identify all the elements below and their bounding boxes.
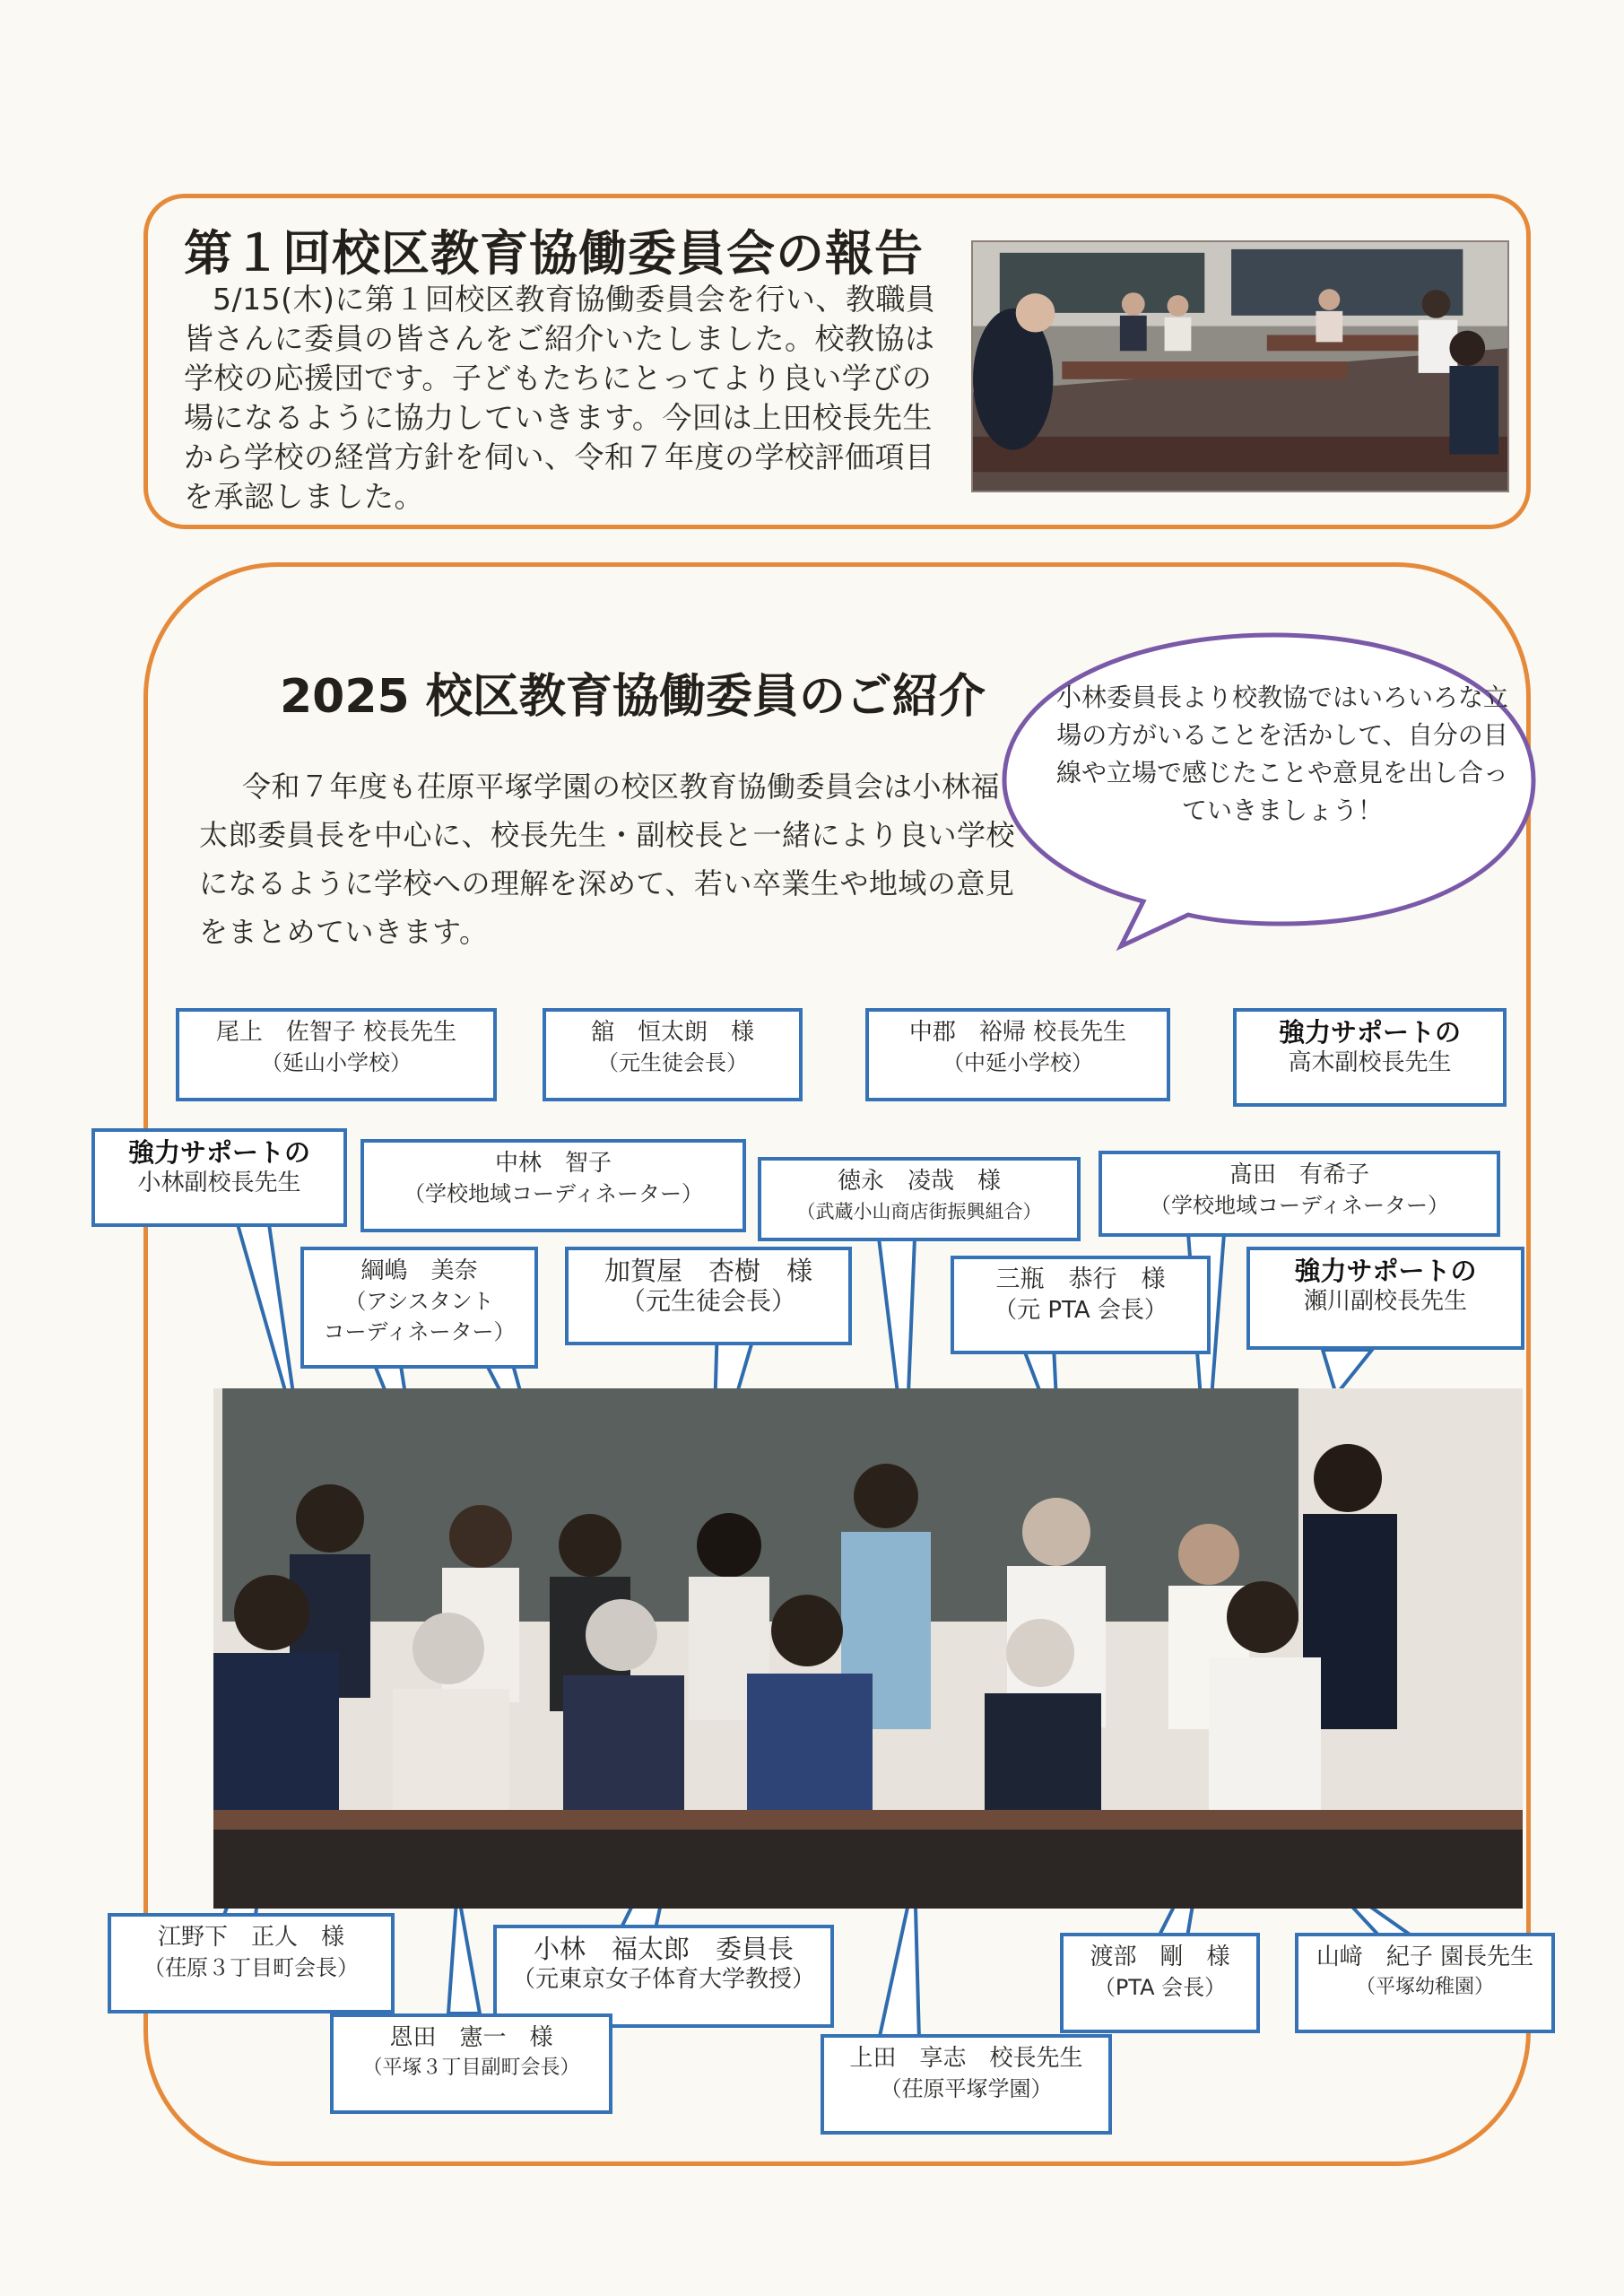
label-onoue-name: 尾上 佐智子 校長先生 <box>215 1019 457 1046</box>
label-tokunaga <box>758 1157 1081 1241</box>
label-kobayashi-vp <box>91 1128 347 1227</box>
label-tokunaga-role: （武蔵小山商店街振興組合） <box>796 1201 1042 1222</box>
label-kobayashi <box>493 1925 834 2028</box>
label-nakagori-role: （中延小学校） <box>942 1050 1093 1075</box>
label-takagi-name: 高木副校長先生 <box>1288 1049 1452 1076</box>
label-mikame-role: （元 PTA 会長） <box>994 1297 1168 1324</box>
label-nakabayashi-role: （学校地域コーディネーター） <box>403 1181 704 1206</box>
label-takagi-support: 強力サポートの <box>1278 1017 1461 1048</box>
label-ueda-role: （茌原平塚学園） <box>880 2076 1053 2101</box>
label-tsunashima <box>300 1247 538 1369</box>
label-onda-role: （平塚３丁目副町会長） <box>362 2057 580 2079</box>
report-paragraph: 5/15(木)に第１回校区教育協働委員会を行い、教職員皆さんに委員の皆さんをご紹介いたしました。校教協は学校の応援団です。子どもたちにとってより良い学びの場になるように協力していきます。今回は上田校長先生から学校の経営方針を伺い、令和７年度の学校評価項目を承認しました。 <box>184 282 936 514</box>
label-kobayashi-role: （元東京女子体育大学教授） <box>511 1966 815 1993</box>
label-segawa-support: 強力サポートの <box>1294 1256 1477 1286</box>
label-nakagori-name: 中郡 裕帰 校長先生 <box>908 1019 1127 1046</box>
label-yamazaki-name: 山﨑 紀子 園長先生 <box>1316 1944 1534 1970</box>
label-onda-name: 恩田 憲一 様 <box>389 2024 553 2051</box>
group-photo <box>213 1388 1523 1909</box>
label-kagaya-name: 加賀屋 杏樹 様 <box>604 1256 812 1286</box>
label-nakabayashi <box>360 1139 746 1232</box>
label-watabe-name: 渡部 剛 様 <box>1090 1944 1230 1970</box>
label-onoue <box>176 1008 497 1101</box>
label-watabe-role: （PTA 会長） <box>1093 1975 1227 2000</box>
label-tsunashima-name: 綱嶋 美奈 <box>360 1257 478 1284</box>
report-title: 第１回校区教育協働委員会の報告 <box>184 225 924 282</box>
label-kobayashi-vp-support: 強力サポートの <box>127 1137 310 1168</box>
label-tachi-name: 舘 恒太朗 様 <box>590 1019 754 1046</box>
label-kagaya-role: （元生徒会長） <box>620 1286 796 1316</box>
label-segawa <box>1246 1247 1524 1350</box>
label-tachi-role: （元生徒会長） <box>597 1050 748 1075</box>
intro-paragraph: 令和７年度も茌原平塚学園の校区教育協働委員会は小林福太郎委員長を中心に、校長先生・副校長と一緒により良い学校になるように学校への理解を深めて、若い卒業生や地域の意見をまとめていきます。 <box>199 770 1016 949</box>
label-onda <box>330 2013 612 2114</box>
label-tsunashima-role1: （アシスタント <box>344 1289 494 1314</box>
label-takada-name: 髙田 有希子 <box>1229 1161 1369 1188</box>
label-takagi <box>1233 1008 1507 1107</box>
label-kobayashi-name: 小林 福太郎 委員長 <box>533 1934 794 1964</box>
label-nakagori <box>865 1008 1170 1101</box>
label-takada <box>1099 1151 1500 1237</box>
label-yamazaki <box>1295 1933 1555 2033</box>
label-kagaya <box>565 1247 852 1345</box>
label-tokunaga-name: 徳永 凌哉 様 <box>837 1168 1001 1195</box>
label-onoue-role: （延山小学校） <box>261 1050 412 1075</box>
label-tachi <box>543 1008 803 1101</box>
label-yamazaki-role: （平塚幼稚園） <box>1355 1976 1494 1998</box>
quote-text: 小林委員長より校教協ではいろいろな立場の方がいることを活かして、自分の目線や立場で感じたことや意見を出し合っていきましょう！ <box>1055 683 1508 825</box>
label-mikame-name: 三瓶 恭行 様 <box>995 1265 1166 1293</box>
label-watabe <box>1060 1933 1260 2033</box>
label-enoshita-role: （茌原３丁目町会長） <box>143 1955 359 1980</box>
intro-title: 2025 校区教育協働委員のご紹介 <box>280 670 986 724</box>
label-ueda-name: 上田 享志 校長先生 <box>849 2045 1083 2072</box>
label-enoshita <box>108 1913 395 2013</box>
label-enoshita-name: 江野下 正人 様 <box>157 1924 344 1951</box>
label-nakabayashi-name: 中林 智子 <box>494 1150 612 1177</box>
label-takada-role: （学校地域コーディネーター） <box>1149 1193 1450 1218</box>
label-kobayashi-vp-name: 小林副校長先生 <box>137 1170 301 1196</box>
label-ueda <box>821 2034 1112 2135</box>
label-mikame <box>951 1256 1211 1354</box>
label-tsunashima-role2: コーディネーター） <box>323 1319 516 1344</box>
label-segawa-name: 瀬川副校長先生 <box>1303 1288 1467 1315</box>
